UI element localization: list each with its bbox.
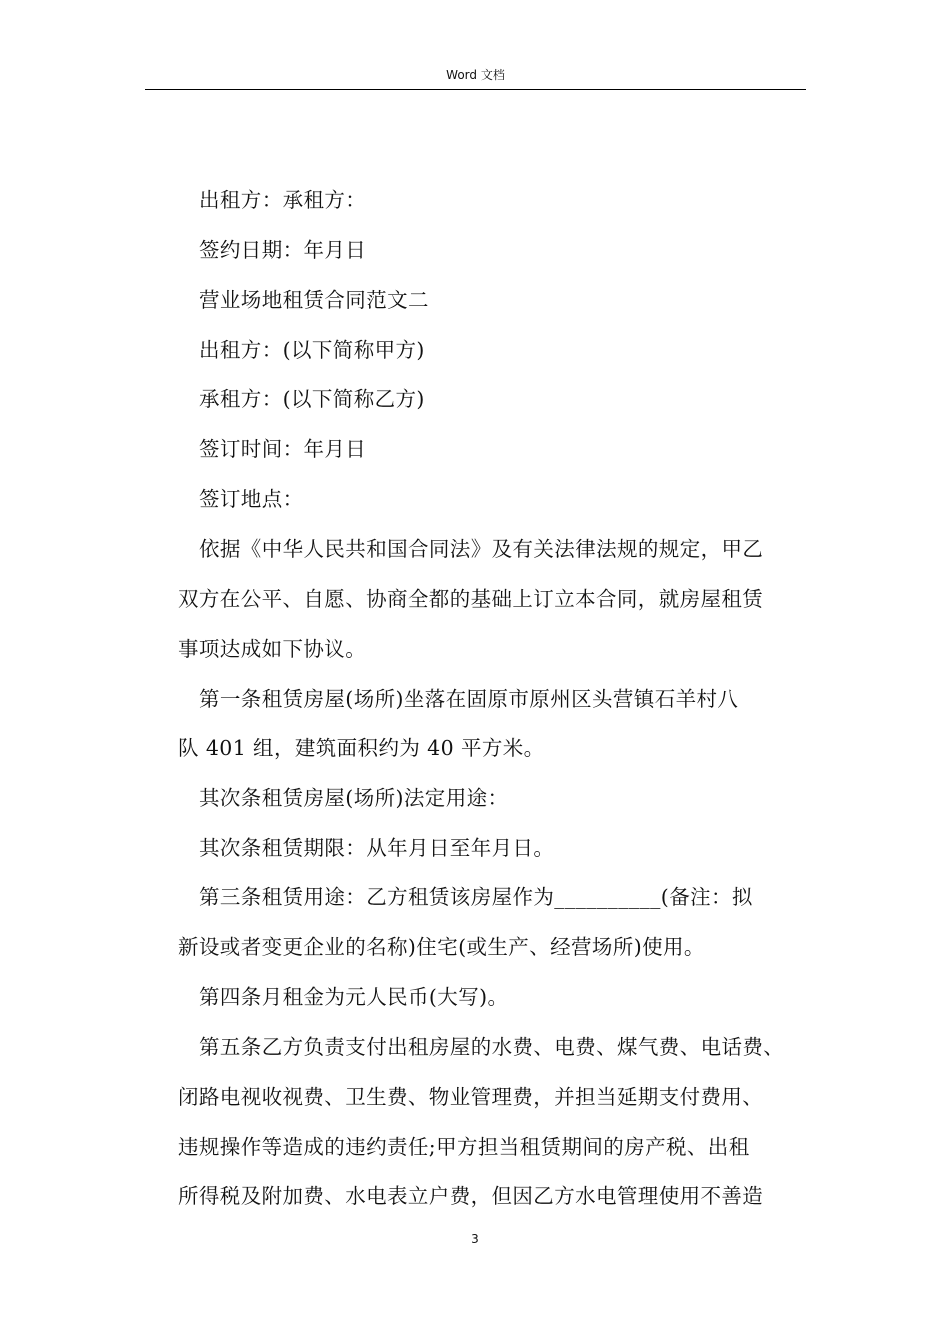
text-line: 新设或者变更企业的名称)住宅(或生产、经营场所)使用。 bbox=[178, 935, 705, 959]
text-line: 闭路电视收视费、卫生费、物业管理费，并担当延期支付费用、 bbox=[178, 1085, 764, 1109]
text-line: 第一条租赁房屋(场所)坐落在固原市原州区头营镇石羊村八 bbox=[199, 687, 739, 711]
text-line: 其次条租赁房屋(场所)法定用途： bbox=[199, 786, 509, 810]
text-line: 双方在公平、自愿、协商全都的基础上订立本合同，就房屋租赁 bbox=[178, 587, 764, 611]
text-line: 违规操作等造成的违约责任;甲方担当租赁期间的房产税、出租 bbox=[178, 1135, 750, 1159]
text-line: 第五条乙方负责支付出租房屋的水费、电费、煤气费、电话费、 bbox=[199, 1035, 785, 1059]
text-line: 第三条租赁用途：乙方租赁该房屋作为__________(备注：拟 bbox=[199, 885, 753, 909]
text-line: 事项达成如下协议。 bbox=[178, 637, 367, 661]
page-number: 3 bbox=[471, 1232, 479, 1246]
text-line: 依据《中华人民共和国合同法》及有关法律法规的规定，甲乙 bbox=[199, 537, 764, 561]
text-line: 营业场地租赁合同范文二 bbox=[199, 288, 429, 312]
header-title: Word 文档 bbox=[446, 68, 505, 82]
text-line: 签订地点： bbox=[199, 487, 304, 511]
text-line: 出租方：承租方： bbox=[199, 188, 367, 212]
text-line: 第四条月租金为元人民币(大写)。 bbox=[199, 985, 509, 1009]
text-line: 承租方：(以下简称乙方) bbox=[199, 387, 425, 411]
text-line: 签订时间：年月日 bbox=[199, 437, 367, 461]
text-line: 出租方：(以下简称甲方) bbox=[199, 338, 425, 362]
text-line: 所得税及附加费、水电表立户费，但因乙方水电管理使用不善造 bbox=[178, 1184, 764, 1208]
text-line: 签约日期：年月日 bbox=[199, 238, 367, 262]
text-line: 其次条租赁期限：从年月日至年月日。 bbox=[199, 836, 555, 860]
text-line: 队 401 组，建筑面积约为 40 平方米。 bbox=[178, 736, 545, 760]
